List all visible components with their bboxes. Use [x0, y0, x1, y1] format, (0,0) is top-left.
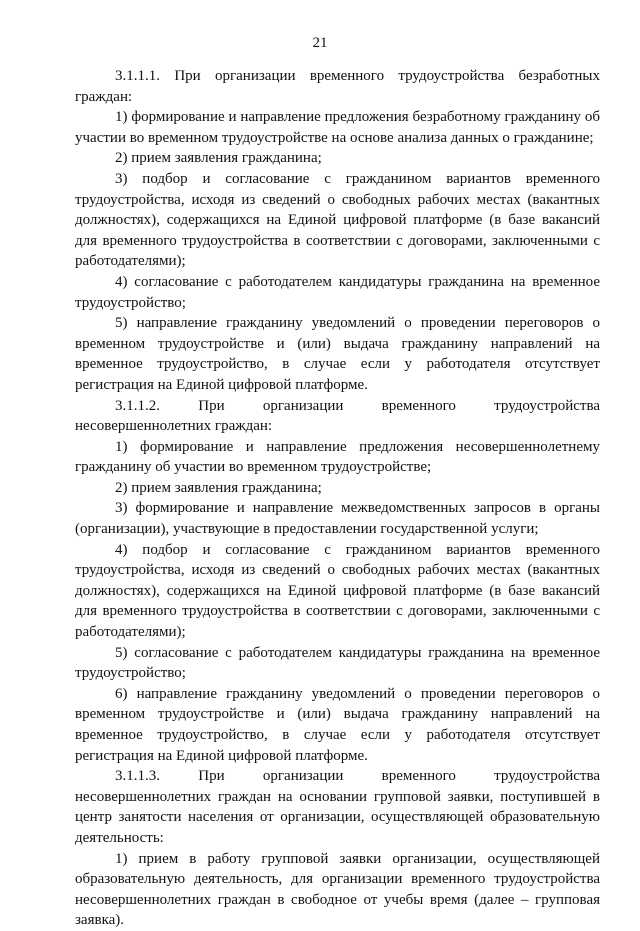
list-item: 5) согласование с работодателем кандидатуры гражданина на временное трудоустройство;: [75, 644, 600, 682]
section-heading-3-1-1-1: 3.1.1.1. При организации временного трудоустройства безработных граждан:: [75, 68, 600, 105]
document-body: [75, 66, 600, 931]
section-heading-3-1-1-3: 3.1.1.3. При организации временного трудоустройства несовершеннолетних граждан на основании групповой заявки, поступившей в центр занятости населения от организации, осуществляющей образовательную деятельность:: [75, 768, 600, 846]
list-item: 2) прием заявления гражданина;: [115, 150, 322, 167]
section-heading-3-1-1-2: 3.1.1.2. При организации временного трудоустройства несовершеннолетних граждан:: [75, 397, 600, 435]
list-item: 3) подбор и согласование с гражданином вариантов временного трудоустройства, исходя из сведений о свободных рабочих местах (вакантных должностях), содержащихся на Единой цифровой платформе (в базе вакансий для временного трудоустройства в соответствии с договорами, заключенными с работодателями);: [75, 170, 600, 270]
list-item: 6) направление гражданину уведомлений о проведении переговоров о временном трудоустройстве и (или) выдача гражданину направлений на временное трудоустройство, в случае если у работодателя отсутствует регистрация на Единой цифровой платформе.: [75, 685, 600, 764]
list-item: 1) формирование и направление предложения безработному гражданину об участии во временном трудоустройстве на основе анализа данных о гражданине;: [75, 109, 600, 146]
list-item: 4) подбор и согласование с гражданином вариантов временного трудоустройства, исходя из сведений о свободных рабочих местах (вакантных должностях), содержащихся на Единой цифровой платформе (в базе вакансий для временного трудоустройства в соответствии с договорами, заключенными с работодателями);: [75, 541, 600, 641]
list-item: 5) направление гражданину уведомлений о проведении переговоров о временном трудоустройстве и (или) выдача гражданину направлений на временное трудоустройство, в случае если у работодателя отсутствует регистрация на Единой цифровой платформе.: [75, 315, 600, 393]
list-item: 4) согласование с работодателем кандидатуры гражданина на временное трудоустройство;: [75, 273, 600, 311]
list-item: 3) формирование и направление межведомственных запросов в органы (организации), участвующие в предоставлении государственной услуги;: [75, 500, 600, 538]
list-item: 1) прием в работу групповой заявки организации, осуществляющей образовательную деятельность, для организации временного трудоустройства несовершеннолетних граждан в свободное от учебы время (далее – групповая заявка).: [75, 850, 600, 929]
list-item: 1) формирование и направление предложения несовершеннолетнему гражданину об участии во временном трудоустройстве;: [75, 438, 600, 476]
page-number: 21: [312, 35, 328, 51]
list-item: 2) прием заявления гражданина;: [115, 479, 322, 496]
